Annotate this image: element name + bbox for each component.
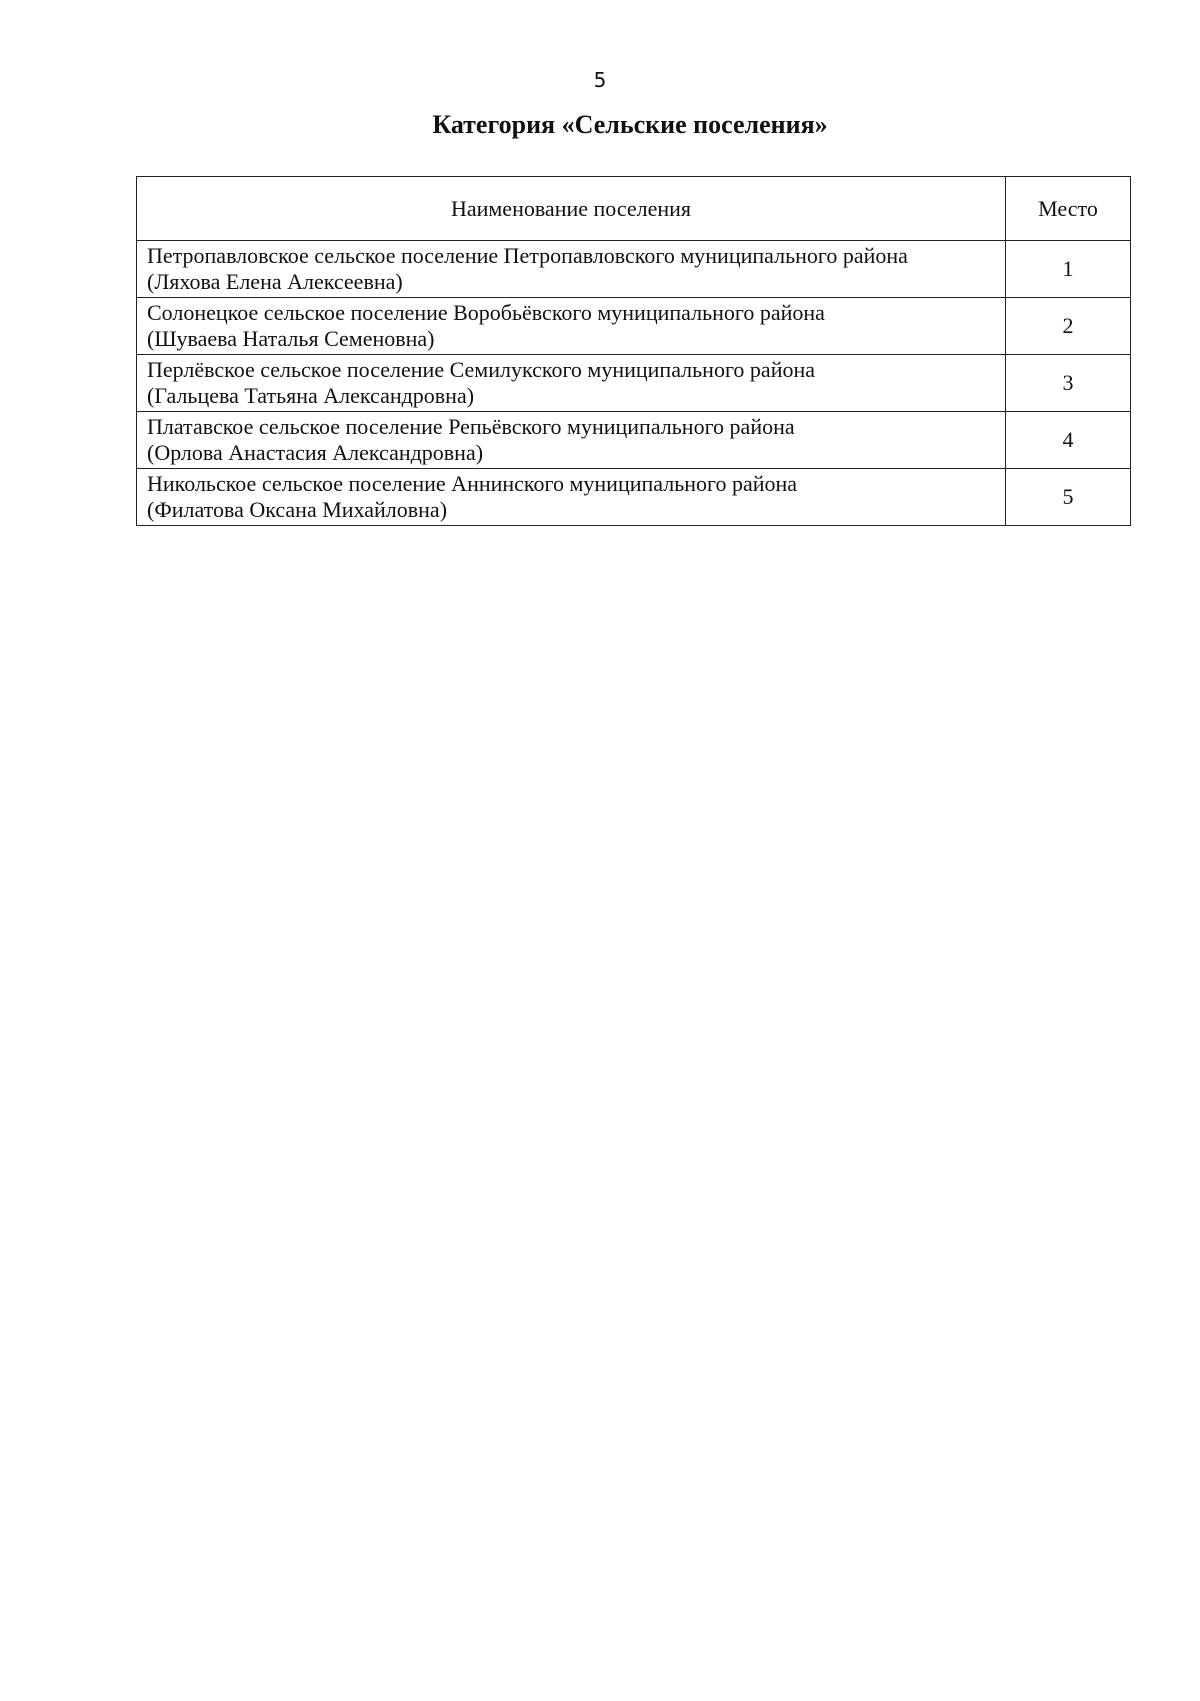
settlement-name: Платавское сельское поселение Репьёвского муниципального района xyxy=(147,414,795,439)
settlement-cell xyxy=(137,298,1006,355)
table-row xyxy=(137,298,1131,355)
head-name: (Гальцева Татьяна Александровна) xyxy=(147,383,475,408)
head-name: (Ляхова Елена Алексеевна) xyxy=(147,269,403,294)
settlement-name: Перлёвское сельское поселение Семилукского муниципального района xyxy=(147,357,816,382)
head-name: (Филатова Оксана Михайловна) xyxy=(147,497,448,522)
place-cell: 1 xyxy=(1006,241,1131,298)
page-number: 5 xyxy=(593,68,607,92)
page-title: Категория «Сельские поселения» xyxy=(432,110,828,139)
settlement-name: Никольское сельское поселение Аннинского муниципального района xyxy=(147,471,798,496)
table-header-row xyxy=(137,177,1131,241)
settlement-name: Петропавловское сельское поселение Петропавловского муниципального района xyxy=(147,243,908,268)
table-row xyxy=(137,469,1131,526)
settlement-cell xyxy=(137,412,1006,469)
place-cell: 5 xyxy=(1006,469,1131,526)
place-cell: 2 xyxy=(1006,298,1131,355)
header-place: Место xyxy=(1006,177,1131,241)
settlement-cell xyxy=(137,241,1006,298)
head-name: (Орлова Анастасия Александровна) xyxy=(147,440,484,465)
settlement-name: Солонецкое сельское поселение Воробьёвского муниципального района xyxy=(147,300,825,325)
table-row xyxy=(137,412,1131,469)
head-name: (Шуваева Наталья Семеновна) xyxy=(147,326,435,351)
table-row xyxy=(137,241,1131,298)
header-settlement-name: Наименование поселения xyxy=(137,177,1006,241)
settlement-cell xyxy=(137,469,1006,526)
results-table xyxy=(136,176,1131,526)
table-row xyxy=(137,355,1131,412)
settlement-cell xyxy=(137,355,1006,412)
place-cell: 3 xyxy=(1006,355,1131,412)
place-cell: 4 xyxy=(1006,412,1131,469)
